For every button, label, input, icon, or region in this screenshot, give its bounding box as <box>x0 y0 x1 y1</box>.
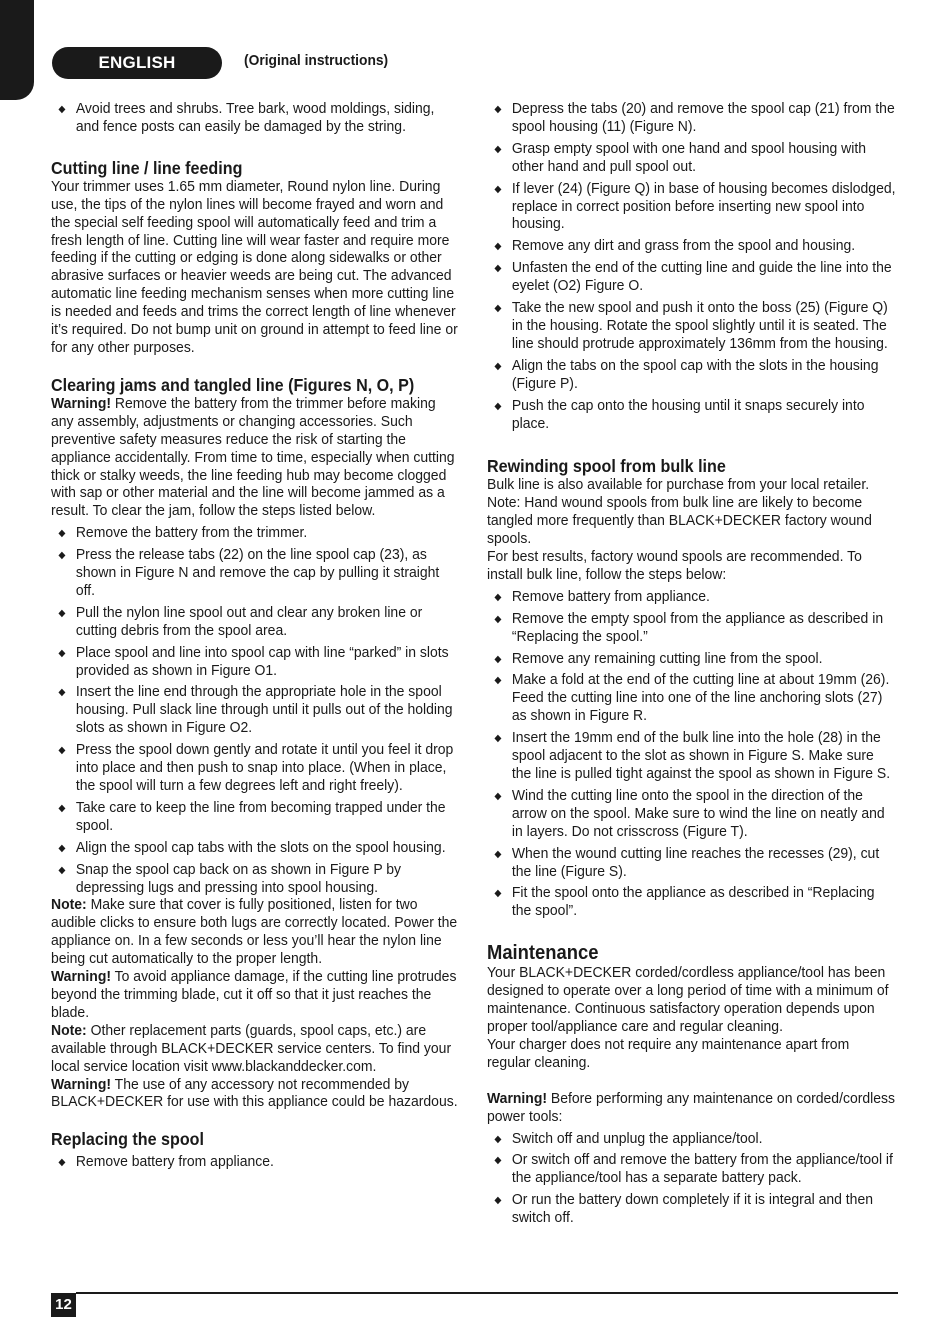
section-title-rewinding: Rewinding spool from bulk line <box>487 456 726 477</box>
list-item: ◆ Remove any remaining cutting line from the spool. <box>494 649 823 667</box>
section-title-cutting-line: Cutting line / line feeding <box>51 157 243 178</box>
note-label: Note: <box>51 1021 87 1039</box>
list-item: ◆ Remove the battery from the trimmer. <box>58 524 308 542</box>
list-item: ◆ Avoid trees and shrubs. Tree bark, wood moldings, siding, and fence posts can easily be damaged by the string. <box>58 100 435 135</box>
diamond-bullet-icon: ◆ <box>58 687 66 699</box>
intro-bullet-list <box>51 100 460 136</box>
cutting-line-body: Your trimmer uses 1.65 mm diameter, Round nylon line. During use, the tips of the nylon lines will become frayed and worn and the special self feeding spool will automatically feed and trim a fresh length of line. Cutting line will wear faster and require more feeding if the cutting or edging is done along sidewalks or other abrasive surfaces or heavier weeds are being cut. The advanced automatic line feeding mechanism senses when more cutting line is needed and feeds and trims the correct length of line whenever it’s required. Do not bump unit on ground in attempt to feed line or for any other purposes. <box>51 177 458 356</box>
warning-label: Warning! <box>51 1075 112 1093</box>
replacing-steps-list-continued <box>487 100 896 432</box>
warning-paragraph: Warning! The use of any accessory not recommended by BLACK+DECKER for use with this appliance could be hazardous. <box>51 1075 458 1111</box>
list-item: ◆ Push the cap onto the housing until it snaps securely into place. <box>494 396 865 432</box>
diamond-bullet-icon: ◆ <box>494 733 502 745</box>
list-item: ◆ Grasp empty spool with one hand and spool housing with other hand and pull spool out. <box>494 139 867 175</box>
section-title-replacing-spool: Replacing the spool <box>51 1129 204 1150</box>
list-item: ◆ Snap the spool cap back on as shown in Figure P by depressing lugs and pressing into spool housing. <box>58 860 402 896</box>
list-item: ◆ Remove the empty spool from the appliance as described in “Replacing the spool.” <box>494 609 884 645</box>
list-item: ◆ Take the new spool and push it onto the boss (25) (Figure Q) in the housing. Rotate the spool slightly until it is seated. The line should protrude approximately 136mm from the housing. <box>494 299 888 352</box>
diamond-bullet-icon: ◆ <box>494 848 502 860</box>
diamond-bullet-icon: ◆ <box>58 550 66 562</box>
list-item: ◆ Place spool and line into spool cap with line “parked” in slots provided as shown in Figure O1. <box>58 643 449 679</box>
diamond-bullet-icon: ◆ <box>58 1157 66 1169</box>
diamond-bullet-icon: ◆ <box>494 613 502 625</box>
list-item: ◆ Or run the battery down completely if it is integral and then switch off. <box>494 1191 873 1227</box>
warning-label: Warning! <box>51 968 112 986</box>
diamond-bullet-icon: ◆ <box>494 183 502 195</box>
list-item: ◆ Press the spool down gently and rotate it until you feel it drop into place and then push to snap into place. (When in place, the spool will turn a few degrees left and right freely). <box>58 741 454 794</box>
diamond-bullet-icon: ◆ <box>494 400 502 412</box>
list-item: ◆ Remove battery from appliance. <box>494 587 710 605</box>
warning-label: Warning! <box>487 1089 548 1107</box>
diamond-bullet-icon: ◆ <box>494 360 502 372</box>
list-item: ◆ Align the spool cap tabs with the slots on the spool housing. <box>58 838 446 856</box>
diamond-bullet-icon: ◆ <box>494 143 502 155</box>
list-item: ◆ Remove battery from appliance. <box>58 1153 274 1171</box>
diamond-bullet-icon: ◆ <box>494 790 502 802</box>
note-label: Note: <box>51 896 87 914</box>
list-item: ◆ Remove any dirt and grass from the spool and housing. <box>494 237 856 255</box>
diamond-bullet-icon: ◆ <box>494 1133 502 1145</box>
diamond-bullet-icon: ◆ <box>494 104 502 115</box>
maintenance-body: Your charger does not require any maintenance apart from regular cleaning. <box>487 1035 850 1071</box>
diamond-bullet-icon: ◆ <box>494 1155 502 1167</box>
diamond-bullet-icon: ◆ <box>494 1195 502 1207</box>
original-instructions-label: (Original instructions) <box>244 52 389 69</box>
maintenance-warning-paragraph: Warning! Before performing any maintenance on corded/cordless power tools: <box>487 1089 895 1125</box>
diamond-bullet-icon: ◆ <box>58 802 66 814</box>
footer-divider <box>76 1292 898 1294</box>
diamond-bullet-icon: ◆ <box>494 888 502 900</box>
rewinding-steps-list <box>487 588 896 920</box>
note-paragraph: Note: Other replacement parts (guards, spool caps, etc.) are available through BLACK+DECKER service centers. To find your local service location visit www.blackanddecker.com. <box>51 1021 452 1075</box>
section-title-maintenance: Maintenance <box>487 942 599 965</box>
diamond-bullet-icon: ◆ <box>58 647 66 659</box>
clearing-warning-paragraph: Warning! Remove the battery from the trimmer before making any assembly, adjustments or changing accessories. Such preventive safety measures reduce the risk of starting the appliance accidentally. From time to time, especially when cutting thick or stalky weeds, the line feeding hub may become clogged with sap or other material and the line will become jammed as a result. To clear the jam, follow the steps listed below. <box>51 394 455 520</box>
list-item: ◆ Press the release tabs (22) on the line spool cap (23), as shown in Figure N and remove the cap by pulling it straight off. <box>58 546 440 599</box>
diamond-bullet-icon: ◆ <box>58 864 66 876</box>
diamond-bullet-icon: ◆ <box>58 745 66 757</box>
language-badge: ENGLISH <box>52 47 222 79</box>
rewinding-body: For best results, factory wound spools are recommended. To install bulk line, follow the steps below: <box>487 548 862 583</box>
replacing-steps-list <box>51 1153 460 1171</box>
diamond-bullet-icon: ◆ <box>58 607 66 619</box>
list-item: ◆ Take care to keep the line from becoming trapped under the spool. <box>58 798 446 834</box>
list-item: ◆ Fit the spool onto the appliance as described in “Replacing the spool”. <box>494 884 875 920</box>
section-title-clearing-jams: Clearing jams and tangled line (Figures N, O, P) <box>51 374 415 395</box>
list-item: ◆ When the wound cutting line reaches the recesses (29), cut the line (Figure S). <box>494 844 880 880</box>
diamond-bullet-icon: ◆ <box>58 842 66 854</box>
left-column <box>51 100 460 1175</box>
diamond-bullet-icon: ◆ <box>494 653 502 665</box>
list-item: ◆ Unfasten the end of the cutting line and guide the line into the eyelet (O2) Figure O. <box>494 259 892 295</box>
clearing-steps-list <box>51 524 460 896</box>
note-paragraph: Note: Make sure that cover is fully positioned, listen for two audible clicks to ensure both lugs are correctly located. Power the appliance on. In a few seconds or less you’ll hear the nylon line being cut automatically to the proper length. <box>51 896 458 968</box>
page-number: 12 <box>51 1293 76 1317</box>
diamond-bullet-icon: ◆ <box>494 591 502 603</box>
list-item: ◆ Insert the 19mm end of the bulk line into the hole (28) in the spool adjacent to the slot as shown in Figure S. Make sure the line is pulled tight against the spool as shown in Figure S. <box>494 729 891 782</box>
diamond-bullet-icon: ◆ <box>494 241 502 253</box>
warning-paragraph: Warning! To avoid appliance damage, if the cutting line protrudes beyond the trimming blade, cut it off so that it just reaches the blade. <box>51 968 457 1021</box>
list-item: ◆ Insert the line end through the appropriate hole in the spool housing. Pull slack line through until it pulls out of the holding slots as shown in Figure O2. <box>58 683 453 737</box>
list-item: ◆ Or switch off and remove the battery from the appliance/tool if the appliance/tool has a separate battery pack. <box>494 1151 893 1187</box>
list-item: ◆ Align the tabs on the spool cap with the slots in the housing (Figure P). <box>494 356 879 392</box>
list-item: ◆ Depress the tabs (20) and remove the spool cap (21) from the spool housing (11) (Figure N). <box>494 100 895 135</box>
list-item: ◆ Switch off and unplug the appliance/tool. <box>494 1129 763 1147</box>
rewinding-body: Bulk line is also available for purchase from your local retailer. Note: Hand wound spools from bulk line are likely to become tangled more frequently than BLACK+DECKER factory wound spools. <box>487 476 872 548</box>
list-item: ◆ If lever (24) (Figure Q) in base of housing becomes dislodged, replace in correct position before inserting new spool into housing. <box>494 179 896 233</box>
warning-label: Warning! <box>51 394 112 412</box>
diamond-bullet-icon: ◆ <box>494 675 502 687</box>
diamond-bullet-icon: ◆ <box>58 104 66 115</box>
maintenance-steps-list <box>487 1130 896 1228</box>
list-item: ◆ Pull the nylon line spool out and clear any broken line or cutting debris from the spool area. <box>58 603 423 639</box>
right-column <box>487 100 896 1231</box>
diamond-bullet-icon: ◆ <box>58 528 66 540</box>
diamond-bullet-icon: ◆ <box>494 303 502 315</box>
list-item: ◆ Wind the cutting line onto the spool in the direction of the arrow on the spool. Make sure to wind the line on neatly and in layers. Do not crisscross (Figure T). <box>494 786 885 840</box>
diamond-bullet-icon: ◆ <box>494 263 502 275</box>
maintenance-body: Your BLACK+DECKER corded/cordless appliance/tool has been designed to operate over a long period of time with a minimum of maintenance. Continuous satisfactory operation depends upon proper tool/appliance care and regular cleaning. <box>487 964 889 1035</box>
page-edge-tab <box>0 0 34 100</box>
list-item: ◆ Make a fold at the end of the cutting line at about 19mm (26). Feed the cutting line into one of the line anchoring slots (27) as shown in Figure R. <box>494 671 890 725</box>
